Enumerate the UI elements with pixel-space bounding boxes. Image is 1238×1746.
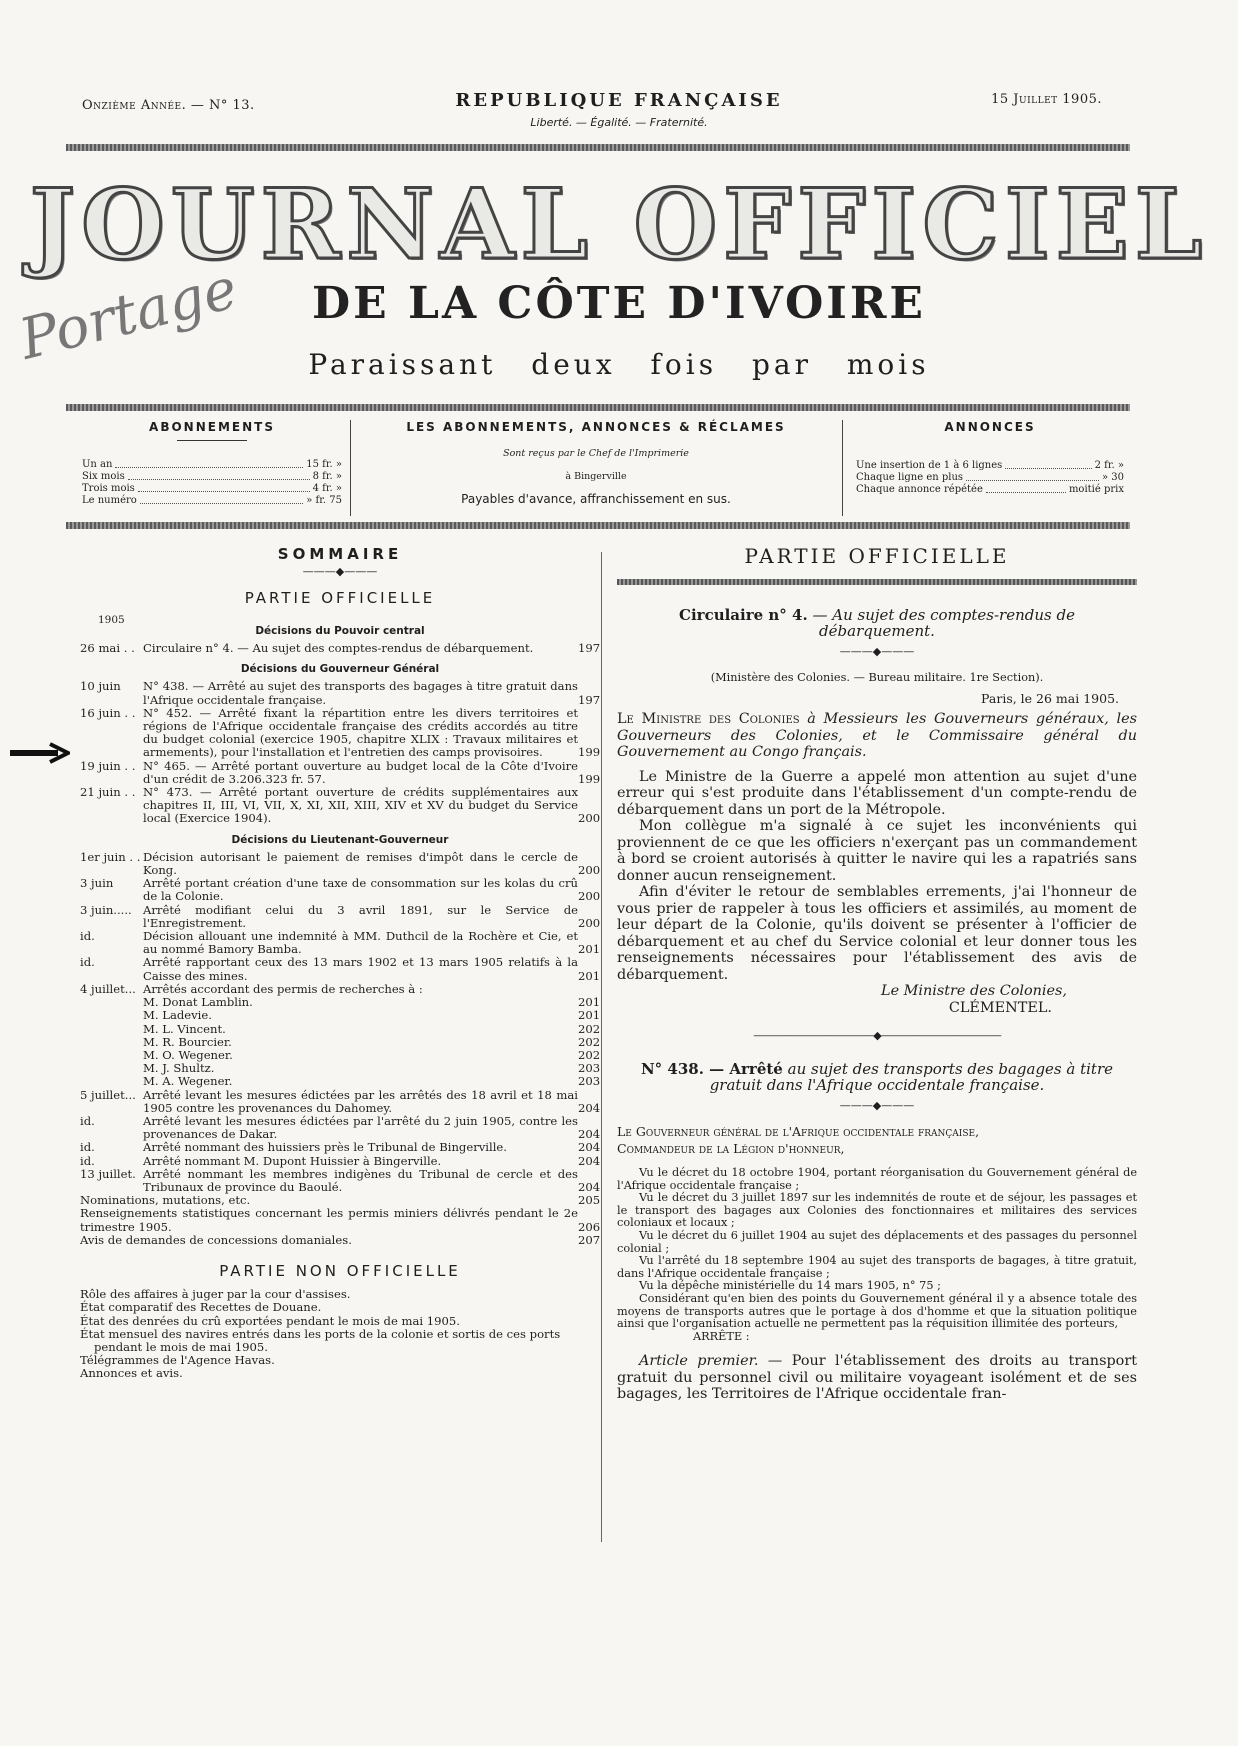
top-rule <box>66 144 1130 151</box>
entry-date: 26 mai . . <box>80 641 135 656</box>
circulaire-number: Circulaire n° 4. <box>679 605 808 624</box>
non-officielle-item: État des denrées du crû exportées pendant le mois de mai 1905. <box>80 1313 460 1328</box>
entry-text: Arrêté levant les mesures édictées par les arrêtés des 18 avril et 18 mai 1905 contre les provenances du Dahomey. <box>143 1087 578 1115</box>
entry-page: 200 <box>578 811 601 826</box>
entry-date: 13 juillet. <box>80 1166 136 1181</box>
non-officielle-list <box>80 1288 600 1380</box>
circulaire-body <box>617 769 1137 984</box>
entry-date <box>80 1075 143 1088</box>
article-premier-text: — Pour l'établissement des droits au transport gratuit du personnel civil ou militaire voyageant isolément et de ses bagages, les Territoires de l'Afrique occidentale fran- <box>617 1353 1137 1403</box>
entry-date: 5 juillet... <box>80 1087 136 1102</box>
circulaire-heading <box>617 607 1137 640</box>
entry-page: 200 <box>578 863 601 878</box>
price-row <box>82 483 342 495</box>
entry-page: 203 <box>578 1061 601 1076</box>
entry-page: 201 <box>578 942 601 957</box>
sommaire-extras <box>80 1194 600 1247</box>
extra-page: 205 <box>578 1193 601 1208</box>
entry-date <box>80 1009 143 1022</box>
sommaire-entry <box>80 760 600 786</box>
entry-page: 203 <box>578 1074 601 1089</box>
sommaire-extra <box>80 1234 600 1247</box>
annonces-title: ANNONCES <box>944 420 1036 434</box>
entry-text: Décision allouant une indemnité à MM. Duthcil de la Rochère et Cie, et au nommé Bamory Bamba. <box>143 929 578 957</box>
article-premier-label: Article premier. <box>639 1353 759 1370</box>
officielle-rule <box>617 579 1137 585</box>
sommaire-extra <box>80 1207 600 1233</box>
sommaire-entry <box>80 1023 600 1036</box>
entry-text: Arrêté modifiant celui du 3 avril 1891, sur le Service de l'Enregistrement. <box>143 902 578 930</box>
considerant: Vu le décret du 18 octobre 1904, portant réorganisation du Gouvernement général de l'Afrique occidentale française ; <box>617 1166 1137 1192</box>
annonces-list <box>856 460 1124 496</box>
ornament: ———◆——— <box>302 565 378 579</box>
entry-text: M. Ladevie. <box>143 1008 212 1023</box>
extra-text: Avis de demandes de concessions domaniales. <box>80 1232 352 1247</box>
signature-title: Le Ministre des Colonies, <box>881 983 1067 1000</box>
price-value: 15 fr. » <box>306 459 342 470</box>
sommaire-entry <box>80 707 600 760</box>
price-label: Chaque annonce répétée <box>856 484 983 495</box>
entry-date <box>80 1036 143 1049</box>
entry-page: 197 <box>578 641 601 656</box>
non-officielle-item: Télégrammes de l'Agence Havas. <box>80 1353 275 1368</box>
entry-text: Arrêtés accordant des permis de recherches à : <box>143 981 423 996</box>
entry-date: id. <box>80 929 95 944</box>
entry-date: 16 juin . . <box>80 705 136 720</box>
price-label: Une insertion de 1 à 6 lignes <box>856 460 1003 471</box>
group-heading: Décisions du Lieutenant-Gouverneur <box>231 833 449 846</box>
entry-date: id. <box>80 1113 95 1128</box>
entry-text: Arrêté rapportant ceux des 13 mars 1902 et 13 mars 1905 relatifs à la Caisse des mines. <box>143 955 578 983</box>
subscriptions-box <box>82 420 342 520</box>
non-officielle-item: Annonces et avis. <box>80 1366 183 1381</box>
sommaire-entry <box>80 904 600 930</box>
sommaire-entry <box>80 930 600 956</box>
entry-date: 19 juin . . <box>80 758 136 773</box>
column-divider <box>601 552 602 1542</box>
entry-text: Arrêté nommant M. Dupont Huissier à Bingerville. <box>143 1153 442 1168</box>
middle-box-title: LES ABONNEMENTS, ANNONCES & RÉCLAMES <box>406 420 786 434</box>
issue-date: 15 Juillet 1905. <box>991 92 1102 107</box>
entry-text: N° 473. — Arrêté portant ouverture de crédits supplémentaires aux chapitres II, III, VI, VII, X, XI, XII, XIII, XIV et XV du budget du Service local (Exercice 1904). <box>143 785 578 826</box>
partie-non-officielle-heading: PARTIE NON OFFICIELLE <box>219 1261 461 1280</box>
entry-text: M. J. Shultz. <box>143 1061 215 1076</box>
leader-dots <box>986 484 1066 493</box>
entry-text: M. A. Wegener. <box>143 1074 233 1089</box>
considerant: Considérant qu'en bien des points du Gouvernement général il y a absence totale des moyens de transports autres que le portage à dos d'homme et que la situation politique ainsi que l'organisation actuelle ne permettent pas la réquisition illimitée des porteurs, <box>617 1292 1137 1331</box>
ornament: ———◆——— <box>839 1098 915 1112</box>
entry-date: 1er juin . . <box>80 849 141 864</box>
price-value: » fr. 75 <box>306 495 342 506</box>
entry-text: N° 438. — Arrêté au sujet des transports des bagages à titre gratuit dans l'Afrique occidentale française. <box>143 679 578 707</box>
signature-name: CLÉMENTEL. <box>948 999 1052 1016</box>
entry-text: Décision autorisant le paiement de remises d'impôt dans le cercle de Kong. <box>143 849 578 878</box>
entry-date: 21 juin . . <box>80 785 136 800</box>
officielle-title: PARTIE OFFICIELLE <box>744 544 1010 568</box>
price-row <box>856 472 1124 484</box>
non-officielle-item: État mensuel des navires entrés dans les ports de la colonie et sortis de ces ports pendant le mois de mai 1905. <box>80 1326 561 1354</box>
group-heading: Décisions du Pouvoir central <box>255 624 425 637</box>
entry-page: 201 <box>578 1008 601 1023</box>
sommaire-entry <box>80 1115 600 1141</box>
sommaire-groups <box>80 625 600 1194</box>
entry-page: 204 <box>578 1179 601 1194</box>
arrete-word: ARRÊTE : <box>693 1329 750 1343</box>
entry-page: 202 <box>578 1021 601 1036</box>
entry-page: 200 <box>578 889 601 904</box>
arrete-heading <box>617 1061 1137 1094</box>
extra-page: 206 <box>578 1219 601 1234</box>
price-label: Six mois <box>82 471 125 482</box>
price-label: Trois mois <box>82 483 135 494</box>
entry-text: Circulaire n° 4. — Au sujet des comptes-rendus de débarquement. <box>143 641 534 656</box>
sommaire-entry <box>80 851 600 877</box>
entry-page: 204 <box>578 1127 601 1142</box>
subscriptions-list <box>82 459 342 507</box>
year-issue: Onzième Année. — N° 13. <box>82 98 255 113</box>
leader-dots <box>115 459 303 468</box>
article-premier <box>617 1353 1137 1403</box>
masthead-tagline: Paraissant deux fois par mois <box>308 348 930 381</box>
circulaire-address <box>617 711 1137 761</box>
entry-page: 201 <box>578 995 601 1010</box>
sommaire-entry <box>80 1168 600 1194</box>
rule-above-boxes <box>66 404 1130 411</box>
considerant: Vu l'arrêté du 18 septembre 1904 au sujet des transports de bagages, à titre gratuit, dans l'Afrique occidentale française ; <box>617 1254 1137 1280</box>
arrete-number: N° 438. — Arrêté <box>640 1059 783 1078</box>
extra-text: Nominations, mutations, etc. <box>80 1193 251 1208</box>
entry-text: N° 465. — Arrêté portant ouverture au budget local de la Côte d'Ivoire d'un crédit de 3.206.323 fr. 57. <box>143 758 578 786</box>
entry-page: 200 <box>578 915 601 930</box>
entry-text: M. O. Wegener. <box>143 1047 233 1062</box>
masthead-subtitle: DE LA CÔTE D'IVOIRE <box>312 278 926 329</box>
section-ornament: ————————————◆———————————— <box>753 1029 1001 1043</box>
sommaire-title: SOMMAIRE <box>277 545 403 563</box>
group-heading: Décisions du Gouverneur Général <box>240 663 440 676</box>
entry-text: Arrêté nommant des huissiers près le Tribunal de Bingerville. <box>143 1140 507 1155</box>
price-row <box>82 459 342 471</box>
annonces-box <box>856 420 1124 520</box>
entry-page: 202 <box>578 1047 601 1062</box>
sommaire-entry <box>80 786 600 826</box>
circulaire-paragraph: Le Ministre de la Guerre a appelé mon attention au sujet d'une erreur qui s'est produite dans l'établissement d'un compte-rendu de débarquement dans un port de la Métropole. <box>617 768 1137 818</box>
entry-text: N° 452. — Arrêté fixant la répartition entre les divers territoires et régions de l'Afrique occidentale française des crédits accordés au titre du budget colonial (exercice 1905, chapitre XLIX : Travaux militaires et armements), pour l'installation et l'entretien des camps provisoires. <box>143 705 578 760</box>
leader-dots <box>140 495 303 504</box>
extra-text: Renseignements statistiques concernant les permis miniers délivrés pendant le 2e trimestre 1905. <box>80 1206 578 1234</box>
governor-distinction: Commandeur de la Légion d'honneur, <box>617 1140 845 1156</box>
entry-text: M. Donat Lamblin. <box>143 995 253 1010</box>
extra-page: 207 <box>578 1232 601 1247</box>
box-divider-right <box>842 420 843 516</box>
circulaire-paragraph: Afin d'éviter le retour de semblables errements, j'ai l'honneur de vous prier de rappeler à tous les officiers et assimilés, au moment de leur départ de la Colonie, qu'ils doivent se présenter à l'officier de débarquement et au chef du Service colonial et leur donner tous les renseignements nécessaires pour l'établissement des avis de débarquement. <box>617 884 1137 983</box>
sommaire-year: 1905 <box>98 613 125 626</box>
entry-text: Arrêté nommant les membres indigènes du Tribunal de cercle et des Tribunaux de province du Baoulé. <box>143 1166 578 1194</box>
entry-page: 199 <box>578 771 601 786</box>
entry-page: 204 <box>578 1140 601 1155</box>
entry-page: 199 <box>578 745 601 760</box>
ornament: ———◆——— <box>839 644 915 658</box>
rule-below-boxes <box>66 522 1130 529</box>
pen-arrow-mark <box>10 742 70 764</box>
considerant: Vu la dépêche ministérielle du 14 mars 1905, n° 75 ; <box>639 1279 941 1293</box>
price-value: 8 fr. » <box>312 471 342 482</box>
leader-dots <box>966 472 1099 481</box>
handwritten-annotation: Portage <box>13 256 244 373</box>
arrete-subject: au sujet des transports des bagages à titre gratuit dans l'Afrique occidentale française. <box>709 1059 1114 1095</box>
sommaire-entry <box>80 1075 600 1088</box>
ministry-line: (Ministère des Colonies. — Bureau militaire. 1re Section). <box>710 671 1044 684</box>
considerant: Vu le décret du 6 juillet 1904 au sujet des déplacements et des passages du personnel colonial ; <box>617 1229 1137 1255</box>
leader-dots <box>138 483 310 492</box>
leader-dots <box>128 471 310 480</box>
address-recipients: à Messieurs les Gouverneurs généraux, les Gouverneurs des Colonies, et le Commissaire général du Gouvernement au Congo français. <box>617 711 1137 761</box>
partie-officielle-heading: PARTIE OFFICIELLE <box>244 589 436 608</box>
sommaire-entry <box>80 1036 600 1049</box>
price-label: Chaque ligne en plus <box>856 472 964 483</box>
entry-text: M. L. Vincent. <box>143 1021 226 1036</box>
sommaire-entry <box>80 642 600 655</box>
entry-date <box>80 996 143 1009</box>
subscriptions-title: ABONNEMENTS <box>149 420 275 434</box>
price-row <box>856 484 1124 496</box>
sommaire-entry <box>80 877 600 903</box>
sommaire-entry <box>80 1089 600 1115</box>
entry-date: 3 juin <box>80 876 114 891</box>
price-value: moitié prix <box>1068 484 1124 495</box>
entry-page: 202 <box>578 1034 601 1049</box>
considerant: Vu le décret du 3 juillet 1897 sur les indemnités de route et de séjour, les passages et le transport des bagages aux Colonies des fonctionnaires et militaires des services coloniaux et locaux ; <box>617 1191 1137 1230</box>
price-value: 2 fr. » <box>1094 460 1124 471</box>
address-minister: Le Ministre des Colonies <box>617 711 800 728</box>
price-value: 4 fr. » <box>312 483 342 494</box>
entry-page: 204 <box>578 1100 601 1115</box>
sommaire-entry <box>80 1009 600 1022</box>
price-row <box>856 460 1124 472</box>
officielle-column <box>617 544 1137 1403</box>
price-label: Le numéro <box>82 495 137 506</box>
price-value: » 30 <box>1101 472 1124 483</box>
entry-text: Arrêté levant les mesures édictées par l'arrêté du 2 juin 1905, contre les provenances de Dakar. <box>143 1113 578 1142</box>
republic-heading: REPUBLIQUE FRANÇAISE <box>455 90 783 111</box>
price-row <box>82 495 342 507</box>
governor-title: Le Gouverneur général de l'Afrique occidentale française, <box>617 1124 980 1140</box>
sommaire-entry <box>80 1141 600 1154</box>
entry-date <box>80 1062 143 1075</box>
entry-page: 197 <box>578 692 601 707</box>
entry-date: 10 juin <box>80 679 121 694</box>
place-date: Paris, le 26 mai 1905. <box>981 690 1119 706</box>
sommaire-entry <box>80 1155 600 1168</box>
middle-box-line1: Sont reçus par le Chef de l'Imprimerie <box>503 448 689 459</box>
entry-date: 3 juin..... <box>80 902 132 917</box>
entry-text: Arrêté portant création d'une taxe de consommation sur les kolas du crû de la Colonie. <box>143 876 578 904</box>
box-divider-left <box>350 420 351 516</box>
masthead-title: JOURNAL OFFICIEL <box>29 168 1209 281</box>
leader-dots <box>1005 460 1091 469</box>
entry-date <box>80 1023 143 1036</box>
non-officielle-item: État comparatif des Recettes de Douane. <box>80 1300 322 1315</box>
entry-page: 201 <box>578 968 601 983</box>
sommaire-column <box>80 545 601 1381</box>
considerants <box>617 1167 1137 1331</box>
price-row <box>82 471 342 483</box>
entry-page: 204 <box>578 1153 601 1168</box>
entry-date: id. <box>80 955 95 970</box>
entry-date <box>80 1049 143 1062</box>
circulaire-paragraph: Mon collègue m'a signalé à ce sujet les inconvénients qui proviennent de ce que les officiers n'exerçant pas un commandement à bord se croient autorisés à quitter le navire qui les a rapatriés sans donner aucun renseignement. <box>617 818 1137 884</box>
sommaire-entry <box>80 956 600 982</box>
price-label: Un an <box>82 459 113 470</box>
entry-date: id. <box>80 1153 95 1168</box>
entry-date: 4 juillet... <box>80 981 136 996</box>
middle-box <box>352 420 840 520</box>
entry-date: id. <box>80 1140 95 1155</box>
circulaire-subject: — Au sujet des comptes-rendus de débarquement. <box>812 605 1075 640</box>
republic-motto: Liberté. — Égalité. — Fraternité. <box>530 116 708 129</box>
entry-text: M. R. Bourcier. <box>143 1034 232 1049</box>
sommaire-entry <box>80 680 600 706</box>
middle-box-line3: Payables d'avance, affranchissement en sus. <box>461 492 731 506</box>
middle-box-line2: à Bingerville <box>565 471 627 482</box>
non-officielle-item: Rôle des affaires à juger par la cour d'assises. <box>80 1287 351 1302</box>
